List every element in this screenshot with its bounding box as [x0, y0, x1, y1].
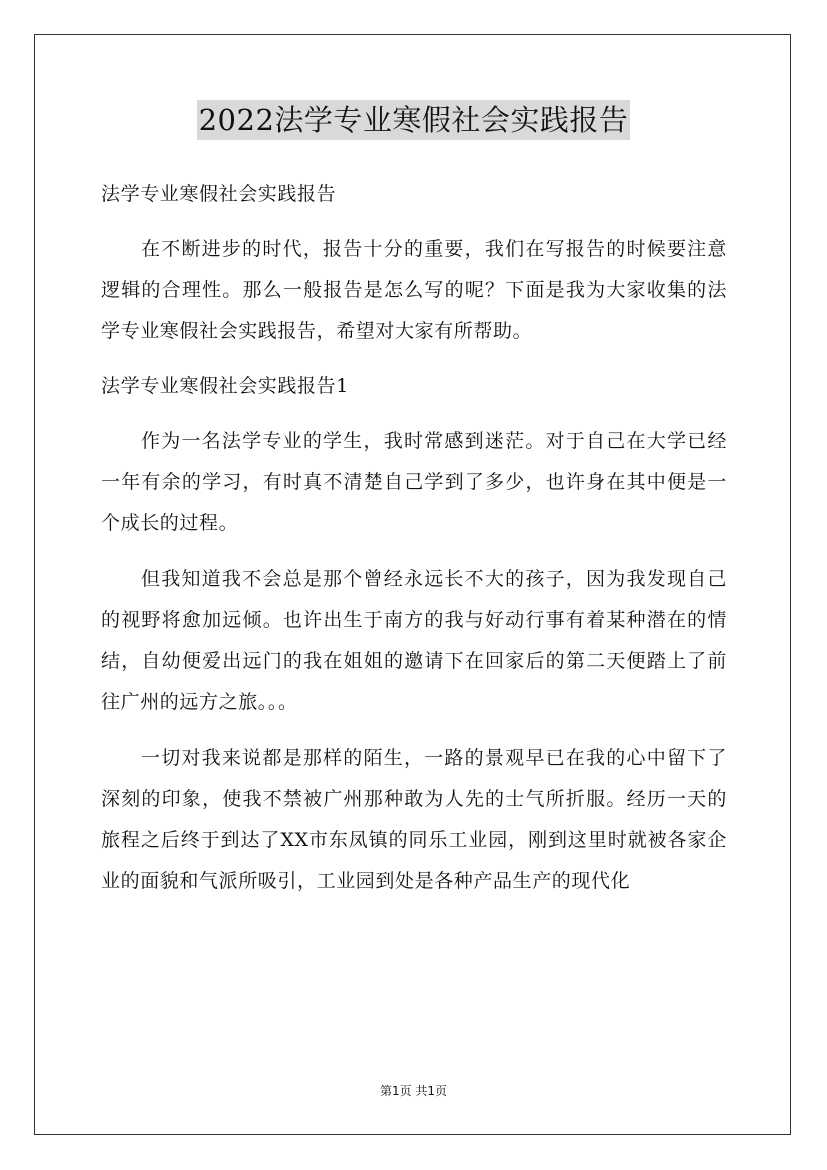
paragraph-text: 一切对我来说都是那样的陌生，一路的景观早已在我的心中留下了深刻的印象，使我不禁被广州那种敢为人先的士气所折服。经历一天的旅程之后终于到达了XX市东凤镇的同乐工业园，刚到这里时就被各家企业的面貌和气派所吸引，工业园到处是各种产品生产的现代化: [101, 747, 727, 892]
body-paragraph-2: [101, 559, 727, 723]
body-paragraph-3: [101, 738, 727, 902]
paragraph-text: 但我知道我不会总是那个曾经永远长不大的孩子，因为我发现自己的视野将愈加远倾。也许出生于南方的我与好动行事有着某种潜在的情结，自幼便爱出远门的我在姐姐的邀请下在回家后的第二天便踏上了前往广州的远方之旅。。。: [101, 568, 727, 713]
intro-text: 在不断进步的时代，报告十分的重要，我们在写报告的时候要注意逻辑的合理性。那么一般报告是怎么写的呢？下面是我为大家收集的法学专业寒假社会实践报告，希望对大家有所帮助。: [101, 238, 727, 342]
document-subtitle: 法学专业寒假社会实践报告: [101, 183, 337, 205]
section-heading: 法学专业寒假社会实践报告1: [101, 375, 349, 397]
intro-paragraph: [101, 229, 727, 352]
page-number: 第1页 共1页: [379, 1084, 448, 1098]
paragraph-text: 作为一名法学专业的学生，我时常感到迷茫。对于自己在大学已经一年有余的学习，有时真不清楚自己学到了多少，也许身在其中便是一个成长的过程。: [101, 430, 727, 534]
document-body: [101, 175, 727, 917]
title-container: [0, 100, 827, 140]
page-footer: [0, 1083, 827, 1099]
body-paragraph-1: [101, 421, 727, 544]
document-title: 2022法学专业寒假社会实践报告: [197, 100, 631, 140]
